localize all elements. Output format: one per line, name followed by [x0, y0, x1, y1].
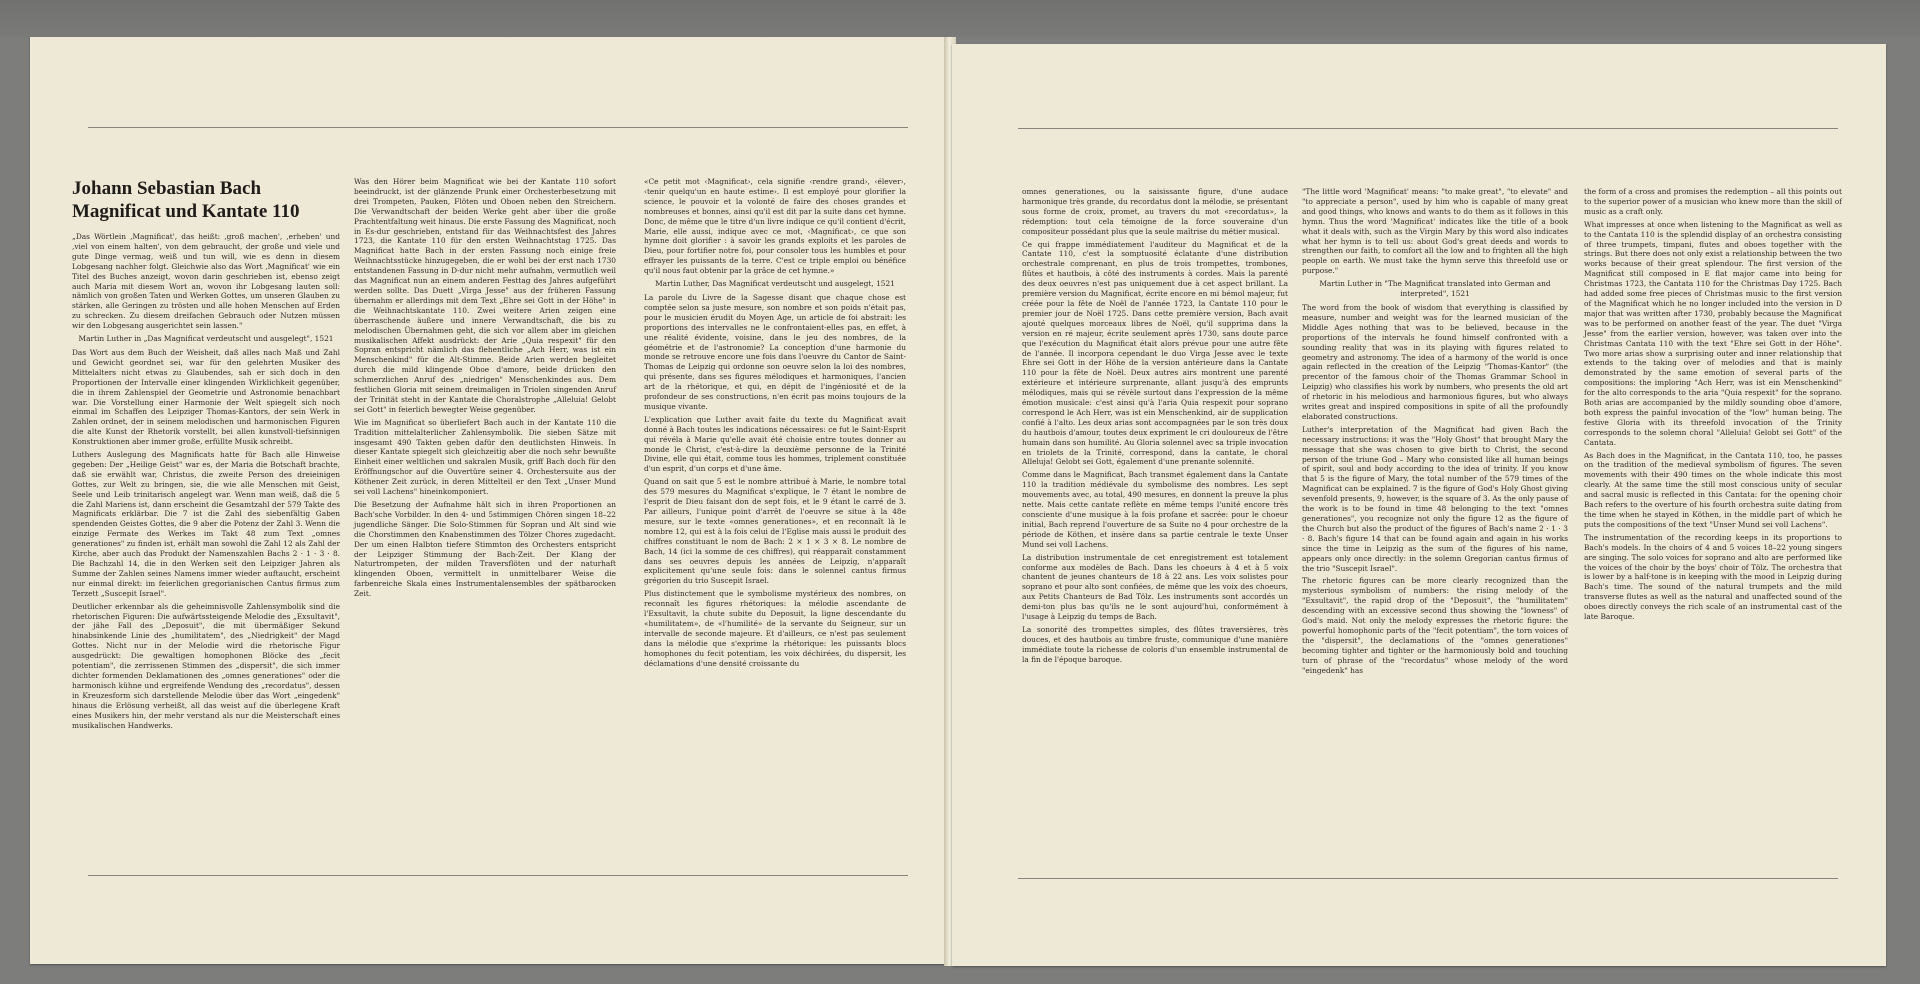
title-line-composer: Johann Sebastian Bach	[72, 178, 262, 199]
paragraph: Deutlicher erkennbar als die geheimnisvolle Zahlensymbolik sind die rhetorischen Figuren: Die aufwärtssteigende Melodie des „Exsultavit", der jähe Fall des „Deposuit", die mit übermäßiger Sekund hinabsinkende Linie des „humilitatem", des „Niedrigkeit" der Magd Gottes. Nicht nur in der Melodie wird die rhetorische Figur ausgedrückt: Die gewaltigen homophonen Blöcke des „fecit potentiam", die zerrissenen Stimmen des „dispersit", die sich immer dichter formenden Deklamationen des „omnes generationes" oder die harmonisch kühne und ergreifende Wendung des „recordatus", dessen in Kreuzesform sich darstellende Melodie über das Wort „eingedenk" hinaus die Erlösung verheißt, all das weist auf die überlegene Kraft eines Musikers hin, der mehr verstand als nur die Meisterschaft eines musikalischen Handwerks.	[72, 601, 340, 730]
left-column-1	[72, 177, 340, 733]
paragraph: "The little word 'Magnificat' means: "to make great", "to elevate" and "to appreciate a person", used by him who is capable of many great and good things, who knows and wants to do them as it follows in this hymn. Thus the word 'Magnificat' indicates like the title of a book what it deals with, such as the Virgin Mary by this word also indicates what her hymn is to tell us: about God's great deeds and words to strengthen our faith, to comfort all the low and to frighten all the high people on earth. We must take the hymn serve this threefold use or purpose."	[1302, 187, 1568, 276]
bottom-rule-right	[1018, 878, 1838, 879]
paragraph: What impresses at once when listening to the Magnificat as well as to the Cantata 110 is the splendid display of an orchestra consisting of three trumpets, timpani, flutes and oboes together with the strings. But there does not only exist a relationship between the two works because of their great splendour. The first version of the Magnificat still composed in E flat major came into being for Christmas 1723, the Cantata 110 for the Christmas Day 1725. Bach had added some free pieces of Christmas music to the first version of the Magnificat which he no longer included into the version in D major that was written after 1730, probably because the Magnificat was to be performed on another feast of the year. The duet "Virga Jesse" from the earlier version, however, was taken over into the Christmas Cantata 110 with the text "Ehre sei Gott in der Höhe". Two more arias show a surprising outer and inner relationship that extends to the taking over of melodies and that is mainly demonstrated by the same emotion of several parts of the compositions: the imploring "Ach Herr, was ist ein Menschenkind" for the alto corresponds to the aria "Quia respexit" for the soprano. Both arias are accompanied by the mildly sounding oboe d'amore, both express the painful invocation of the "low" human being. The festive Gloria with its threefold invocation of the Trinity corresponds to the solemn choral "Alleluia! Gelobt sei Gott" of the Cantata.	[1584, 219, 1842, 447]
paragraph: «Ce petit mot ‹Magnificat›, cela signifie ‹rendre grand›, ‹élever›, ‹tenir quelqu'un en haute estime›. Il est employé pour glorifier la science, le pouvoir et la volonté de faire des choses grandes et nombreuses et bonnes, ainsi qu'il est dit par la suite dans cet hymne. Donc, de même que le titre d'un livre indique ce qu'il contient d'écrit, Marie, elle aussi, indique avec ce mot, ‹Magnificat›, ce que son hymne doit glorifier : à savoir les grands exploits et les paroles de Dieu, pour fortifier notre foi, pour consoler tous les humbles et pour effrayer les puissants de la terre. C'est ce triple emploi ou bénéfice qu'il nous faut obtenir par la grâce de cet hymne.»	[644, 177, 906, 276]
paragraph: La sonorité des trompettes simples, des flûtes traversières, très douces, et des hautbois au timbre fruste, communique d'une manière immédiate toute la richesse de coloris d'un ensemble instrumental de la fin de l'époque baroque.	[1022, 624, 1288, 664]
top-rule-right	[1018, 128, 1838, 129]
paragraph: L'explication que Luther avait faite du texte du Magnificat avait donné à Bach toutes les indications nécessaires: ce fut le Saint-Esprit qui révéla à Marie qu'elle avait été choisie entre toutes donner au monde le Christ, c'est-à-dire la deuxième personne de la Trinité Divine, elle qui était, comme tous les hommes, triplement constituée d'un esprit, d'un corps et d'une âme.	[644, 414, 906, 474]
title-line-works: Magnificat und Kantate 110	[72, 201, 300, 222]
citation: Martin Luther in "The Magnificat translated into German and interpreted", 1521	[1319, 279, 1551, 299]
paragraph: Plus distinctement que le symbolisme mystérieux des nombres, on reconnaît les figures rhétoriques: la mélodie ascendante de l'Exsultavit, la chute subite du Deposuit, la ligne descendante du «humilitatem», de «l'humilité» de la servante du Seigneur, sur un intervalle de seconde majeure. Et d'ailleurs, ce n'est pas seulement dans la mélodie que s'exprime la rhétorique: les puissants blocs homophones du fecit potentiam, les voix déchirées, du dispersit, les déclamations d'une densité croissante du	[644, 589, 906, 668]
left-column-2	[354, 177, 616, 602]
paragraph: Das Wort aus dem Buch der Weisheit, daß alles nach Maß und Zahl und Gewicht geordnet sei, war für den gelehrten Musiker des Mittelalters nicht etwas zu Glaubendes, sah er sich doch in den Proportionen der Intervalle einer klingenden Wirklichkeit gegenüber, die in ihrem Zahlenspiel der Geometrie und Astronomie benachbart war. Die Vorstellung einer Harmonie der Welt spiegelt sich noch einmal im Schaffen des Leipziger Thomas-Kantors, der sein Werk in Zahlen ordnet, der in seinem melodischen und harmonischen Figuren die alte Kunst der Rhetorik vorstellt, bei allen kunstvoll-tiefsinnigen Konstruktionen aber immer große, erfüllte Musik schreibt.	[72, 347, 340, 447]
right-column-1	[1022, 187, 1288, 668]
paragraph: The instrumentation of the recording keeps in its proportions to Bach's models. In the choirs of 4 and 5 voices 18–22 young singers are singing. The solo voices for soprano and alto are performed like the voices of the choir by the boys' choir of Tölz. The orchestra that is lower by a half-tone is in keeping with the mood in Leipzig during Bach's time. The sound of the natural trumpets and the mild transverse flutes as well as the natural and unaffected sound of the oboes directly conveys the rich scale of an instrumental cast of the late Baroque.	[1584, 532, 1842, 622]
citation: Martin Luther in „Das Magnificat verdeutscht und ausgelegt", 1521	[78, 334, 334, 344]
paragraph: The rhetoric figures can be more clearly recognized than the mysterious symbolism of numbers: the rising melody of the "Exsultavit", the rapid drop of the "Deposuit", the "humilitatem" descending with an excessive second thus showing the "lowness" of God's maid. Not only the melody expresses the rhetoric figure: the powerful homophonic parts of the "fecit potentiam", the torn voices of the "dispersit", the declamations of the "omnes generationes" becoming tighter and tighter or the harmoniously bold and touching turn of phrase of the "recordatus" whose melody of the word "eingedenk" has	[1302, 576, 1568, 675]
paragraph: Die Besetzung der Aufnahme hält sich in ihren Proportionen an Bach'sche Vorbilder. In den 4- und 5stimmigen Chören singen 18–22 jugendliche Sänger. Die Solo-Stimmen für Sopran und Alt sind wie die Chorstimmen den Knabenstimmen des Tölzer Chores zugedacht. Der um einen Halbton tiefere Stimmton des Orchesters entspricht der Leipziger Stimmung der Bach-Zeit. Der Klang der Naturtrompeten, der milden Traversflöten und der naturhaft klingenden Oboen, vermittelt in unmittelbarer Weise die farbenreiche Skala eines Instrumentalensembles der spätbarocken Zeit.	[354, 500, 616, 599]
paragraph: As Bach does in the Magnificat, in the Cantata 110, too, he passes on the tradition of the medieval symbolism of figures. The seven movements with their 490 times on the whole indicate this most clearly. At the same time the still most conscious unity of secular and sacral music is reflected in this Cantata: for the opening choir Bach refers to the overture of his fourth orchestra suite dating from the time when he stayed in Köthen, in the middle part of which he puts the compositions of the text "Unser Mund sei voll Lachens".	[1584, 450, 1842, 529]
paragraph: The word from the book of wisdom that everything is classified by measure, number and weight was for the learned musician of the Middle Ages nothing that was to be believed, because in the proportions of the intervals he found himself confronted with a sounding reality that was in its playing with figures related to geometry and astronomy. The idea of a harmony of the world is once again reflected in the creation of the Leipzig "Thomas-Kantor" (the precentor of the famous choir of the Thomas Grammar School in Leipzig) who classifies his work by numbers, who presents the old art of rhetoric in his melodious and harmonious figures, but who always writes great and inspired compositions in spite of all the profoundly elaborated constructions.	[1302, 302, 1568, 421]
paragraph: omnes generationes, ou la saisissante figure, d'une audace harmonique très grande, du recordatus dont la mélodie, se présentant sous forme de croix, promet, au travers du mot «recordatus», la rédemption: tout cela témoigne de la force souveraine d'un compositeur possédant plus que la seule maîtrise du métier musical.	[1022, 187, 1288, 236]
right-column-3	[1584, 187, 1842, 625]
background-top	[0, 0, 1920, 37]
right-column-2	[1302, 187, 1568, 679]
citation: Martin Luther, Das Magnificat verdeutscht und ausgelegt, 1521	[655, 279, 895, 289]
bottom-rule-left	[88, 875, 908, 876]
left-page	[30, 37, 948, 964]
right-page	[952, 44, 1886, 966]
left-column-3	[644, 177, 906, 672]
paragraph: Luthers Auslegung des Magnificats hatte für Bach alle Hinweise gegeben: Der „Heilige Geist" war es, der Maria die Botschaft brachte, daß sie erwählt war, Christus, die zweite Person des dreieinigen Gottes, zur Welt zu bringen, sie, die wie alle Menschen mit Geist, Seele und Leib trinitarisch angelegt war. Wenn man weiß, daß die 5 die Zahl Mariens ist, dann erscheint die Gesamtzahl der 579 Takte des Magnificats erklärbar. Die 7 ist die Zahl des siebenfältig Gaben spendenden Geistes Gottes, die 9 aber die Potenz der Zahl 3. Wenn die einzige Fermate des Werkes im Takt 48 zum Text „omnes generationes" zu finden ist, erhält man sowohl die Zahl 12 als Zahl der Kirche, aber auch das Produkt der Namenszahlen Bachs 2 · 1 · 3 · 8. Die Bachzahl 14, die in den Werken seit den Leipziger Jahren als Summe der Zahlen seines Namens immer wieder auftaucht, erscheint nur einmal direkt: im feierlichen gregorianischen Cantus firmus zum Terzett „Suscepit Israel".	[72, 450, 340, 598]
paragraph: Comme dans le Magnificat, Bach transmet également dans la Cantate 110 la tradition médiévale du symbolisme des nombres. Les sept mouvements avec, au total, 490 mesures, en donnent la preuve la plus nette. Mais cette cantate reflète en même temps l'unité encore très consciente d'une musique à la fois profane et sacrée: pour le choeur initial, Bach reprend l'ouverture de sa Suite no 4 pour orchestre de la période de Köthen, et insère dans sa partie centrale le texte Unser Mund sei voll Lachens.	[1022, 470, 1288, 549]
top-rule-left	[88, 127, 908, 128]
paragraph: Wie im Magnificat so überliefert Bach auch in der Kantate 110 die Tradition mittelalterlicher Zahlensymbolik. Die sieben Sätze mit insgesamt 490 Takten geben dafür den deutlichsten Hinweis. In dieser Kantate spiegelt sich gleichzeitig aber die noch sehr bewußte Einheit einer weltlichen und sakralen Musik, griff Bach doch für den Eröffnungschor auf die Ouvertüre seiner 4. Orchestersuite aus der Köthener Zeit zurück, in deren Mittelteil er den Text „Unser Mund sei voll Lachens" hineinkomponiert.	[354, 417, 616, 497]
paragraph: Luther's interpretation of the Magnificat had given Bach the necessary instructions: it was the "Holy Ghost" that brought Mary the message that she was chosen to give birth to Christ, the second person of the triune God – Mary who consisted like all human beings of spirit, soul and body according to the idea of trinity. If you know that 5 is the figure of Mary, the total number of the 579 times of the Magnificat can be explained. 7 is the figure of God's Holy Ghost giving sevenfold presents, 9, however, is the square of 3. As the only pause of the work is to be found in time 48 belonging to the text "omnes generationes", you recognize not only the figure 12 as the figure of the Church but also the product of the figures of Bach's name 2 · 1 · 3 · 8. Bach's figure 14 that can be found again and again in his works since the time in Leipzig as the sum of the figures of his name, appears only once directly: in the solemn Gregorian cantus firmus of the trio "Suscepit Israel".	[1302, 424, 1568, 573]
paragraph: La parole du Livre de la Sagesse disant que chaque chose est comptée selon sa juste mesure, son nombre et son poids n'était pas, pour le musicien érudit du Moyen Age, un article de foi abstrait: les proportions des intervalles ne le confrontaient-elles pas, en effet, à une réalité évidente, voisine, dans le jeu des nombres, de la géométrie et de l'astronomie? La conception d'une harmonie du monde se retrouve encore une fois dans l'oeuvre du Cantor de Saint-Thomas de Leipzig qui ordonne son oeuvre selon la loi des nombres, qui présente, dans ses figures mélodiques et harmoniques, l'ancien art de la rhétorique, et qui, en dépit de l'ingéniosité et de la profondeur de ses constructions, n'en écrit pas moins toujours de la musique vivante.	[644, 292, 906, 411]
paragraph: Quand on sait que 5 est le nombre attribué à Marie, le nombre total des 579 mesures du Magnificat s'explique, le 7 étant le nombre de l'esprit de Dieu faisant don de sept fois, et le 9 étant le carré de 3. Par ailleurs, l'unique point d'arrêt de l'oeuvre se situe à la 48e mesure, sur le texte «omnes generationes», et en reconnaît là le nombre 12, qui est à la fois celui de l'Eglise mais aussi le produit des chiffres constituant le nom de Bach: 2 × 1 × 3 × 8. Le nombre de Bach, 14 (ici la somme de ces chiffres), qui réapparaît constamment dans ses oeuvres depuis les années de Leipzig, n'apparaît explicitement qu'une seule fois: dans le solennel cantus firmus grégorien du trio Suscepit Israel.	[644, 477, 906, 586]
paragraph: Ce qui frappe immédiatement l'auditeur du Magnificat et de la Cantate 110, c'est la somptuosité éclatante d'une distribution orchestrale comprenant, en plus de trois trompettes, trombones, flûtes et hautbois, à côté des instruments à cordes. Mais la parenté des deux oeuvres n'est pas uniquement due à cet aspect brillant. La première version du Magnificat, écrite encore en mi bémol majeur, fut créée pour la fête de Noël de l'année 1723, la Cantate 110 pour le premier jour de Noël 1725. Dans cette première version, Bach avait ajouté quelques morceaux libres de Noël, qu'il supprima dans la version en ré majeur, écrite seulement après 1730, sans doute parce que l'exécution du Magnificat était alors prévue pour une autre fête de l'année. Il incorpora cependant le duo Virga Jesse avec le texte Ehre sei Gott in der Höhe de la version antérieure dans la Cantate 110 pour la fête de Noël. Deux autres airs montrent une parenté extérieure et intérieure surprenante, allant jusqu'à des emprunts mélodiques, mais qui se révèle surtout dans l'expression de la même émotion musicale: c'est ainsi qu'à l'aria Quia respexit pour soprano correspond le Ach Herr, was ist ein Menschenkind, air de supplication confié à l'alto. Les deux arias sont accompagnées par le son très doux du hautbois d'amour, toutes deux expriment le cri douloureux de l'être humain dans son humilité. Au Gloria solennel avec sa triple invocation en triolets de la Trinité, correspond, dans la cantate, le choral Alleluja! Gelobt sei Gott, également d'une prenante solennité.	[1022, 239, 1288, 467]
paragraph: La distribution instrumentale de cet enregistrement est totalement conforme aux modèles de Bach. Dans les choeurs à 4 et à 5 voix chantent de jeunes chanteurs de 18 à 22 ans. Les voix solistes pour soprano et pour alto sont confiées, de même que les voix des choeurs, aux Petits Chanteurs de Bad Tölz. Les instruments sont accordés un demi-ton plus bas qu'ils ne le sont aujourd'hui, conformément à l'usage à Leipzig du temps de Bach.	[1022, 552, 1288, 622]
page-title	[72, 177, 340, 223]
paragraph: Was den Hörer beim Magnificat wie bei der Kantate 110 sofort beeindruckt, ist der glänzende Prunk einer Orchesterbesetzung mit drei Trompeten, Pauken, Flöten und Oboen neben den Streichern. Die Verwandtschaft der beiden Werke geht aber über die große Prachtentfaltung weit hinaus. Die erste Fassung des Magnificat, noch in Es-dur geschrieben, entstand für das Weihnachtsfest des Jahres 1723, die Kantate 110 für den ersten Weihnachtstag 1725. Das Magnificat hatte Bach in der ersten Fassung noch einige freie Weihnachtsstücke hinzugegeben, die er wohl bei der erst nach 1730 entstandenen Fassung in D-dur nicht mehr aufnahm, vermutlich weil das Magnificat nun an einem anderen Festtag des Jahres aufgeführt werden sollte. Das Duett „Virga Jesse" aus der früheren Fassung übernahm er allerdings mit dem Text „Ehre sei Gott in der Höhe" in die Weihnachtskantate 110. Zwei weitere Arien zeigen eine überraschende äußere und innere Verwandtschaft, die bis zu melodischen Übernahmen geht, die sich vor allem aber im gleichen musikalischen Affekt ausdrückt: der Arie „Quia respexit" für den Sopran entspricht nämlich das flehentliche „Ach Herr, was ist ein Menschenkind" für die Alt-Stimme. Beide Arien werden begleitet durch die mild klingende Oboe d'amore, beide drücken den schmerzlichen Anruf des „niedrigen" Menschenkindes aus. Dem festlichen Gloria mit seinem dreimaligen in Triolen singenden Anruf der Trinität steht in der Kantate die Choralstrophe „Alleluia! Gelobt sei Gott" in feierlich bewegter Weise gegenüber.	[354, 177, 616, 414]
paragraph: „Das Wörtlein ‚Magnificat', das heißt: ‚groß machen', ‚erheben' und ‚viel von einem halten', von dem gebraucht, der große und viele und gute Dinge vermag, weiß und tun will, wie es denn in diesem Lobgesang nachher folgt. Gleichwie also das Wort ‚Magnificat' wie ein Titel des Buches anzeigt, wovon darin geschrieben ist, ebenso zeigt auch Maria mit diesem Wort an, wovon ihr Lobgesang lauten soll: nämlich von großen Taten und Werken Gottes, um unseren Glauben zu stärken, alle Geringen zu trösten und alle hohen Menschen auf Erden zu schrecken. Zu diesem dreifachen Gebrauch oder Nutzen müssen wir den Lobgesang ausgerichtet sein lassen."	[72, 232, 340, 331]
paragraph: the form of a cross and promises the redemption – all this points out to the superior power of a musician who knew more than the skill of music as a craft only.	[1584, 187, 1842, 216]
